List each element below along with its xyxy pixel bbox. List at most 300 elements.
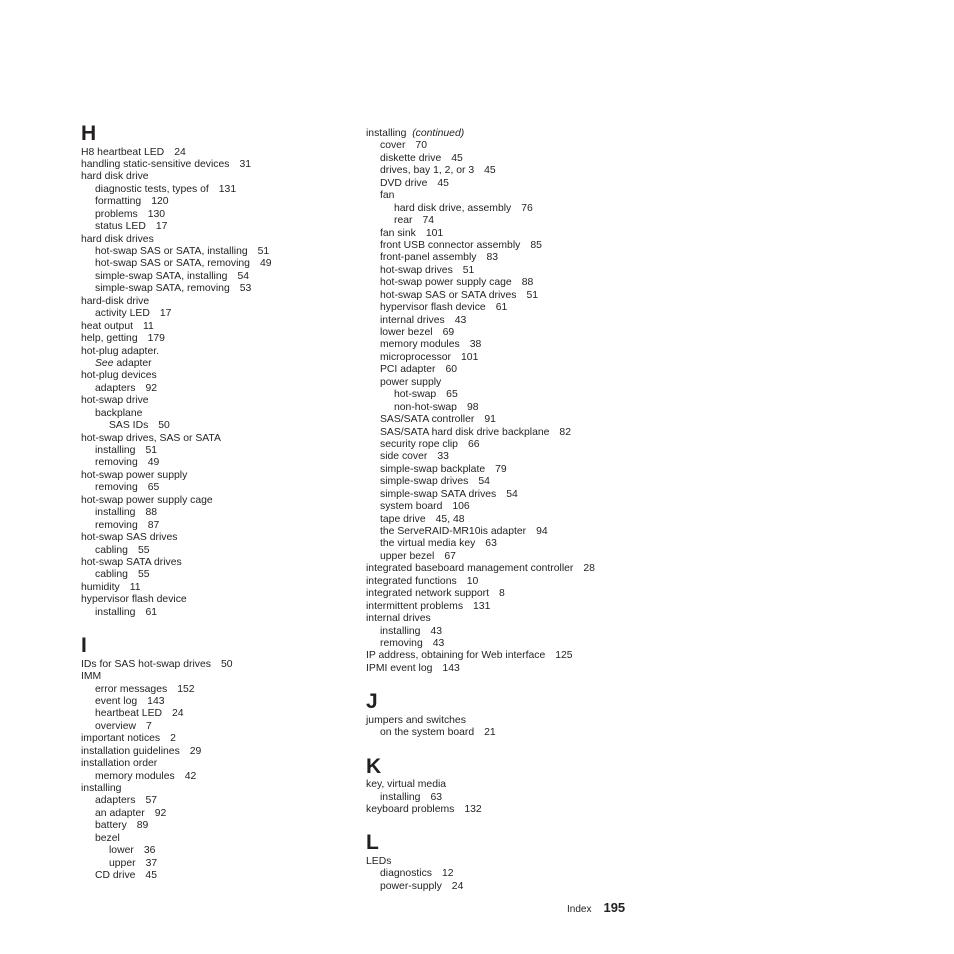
index-entry (81, 271, 361, 283)
index-entry-text: installation order (81, 758, 158, 770)
index-entry-text: event log (95, 695, 138, 707)
index-entry-page: 51 (145, 445, 157, 456)
index-entry (366, 290, 646, 302)
index-entry-text: formatting (95, 196, 142, 208)
index-entry-text: internal drives (366, 613, 431, 625)
index-entry-page: 101 (461, 351, 479, 363)
index-entry (81, 184, 361, 196)
index-entry-text: H8 heartbeat LED (81, 146, 165, 158)
index-entry (366, 215, 646, 227)
index-entry-text: simple-swap backplate (380, 463, 486, 475)
index-entry-text: installing (380, 791, 421, 803)
index-entry-text: hot-swap SAS drives (81, 532, 178, 544)
index-entry-page: 88 (521, 277, 534, 289)
index-entry-page: 24 (451, 880, 464, 892)
index-entry (81, 209, 361, 221)
index-entry (366, 476, 646, 488)
index-entry-text: fan sink (380, 227, 416, 239)
index-entry-text: backplane (95, 407, 143, 419)
index-entry-text: LEDs (366, 855, 392, 867)
index-entry (81, 582, 361, 594)
index-entry (366, 402, 646, 414)
index-entry-page: 12 (441, 868, 454, 880)
index-entry (366, 650, 646, 662)
index-entry-text: the virtual media key (380, 538, 476, 550)
index-entry (366, 389, 646, 401)
index-entry (366, 715, 646, 727)
index-column-left (81, 107, 361, 883)
index-entry (366, 203, 646, 215)
index-entry-text: integrated baseboard management controller (366, 563, 574, 575)
index-entry (81, 333, 361, 345)
index-entry-text: front-panel assembly (380, 252, 477, 264)
index-entry-continued: (continued) (412, 128, 465, 139)
index-entry-text: adapters (95, 382, 136, 394)
index-entry-text: lower bezel (380, 327, 433, 338)
index-entry (81, 420, 361, 432)
index-entry (366, 489, 646, 501)
index-entry-page: 179 (147, 333, 165, 345)
index-entry-text: hot-swap drives, SAS or SATA (81, 432, 221, 444)
index-entry-text: hot-swap power supply cage (81, 494, 213, 506)
index-entry-text: heartbeat LED (95, 708, 163, 720)
index-entry (366, 414, 646, 426)
index-entry-page: 57 (145, 795, 157, 807)
index-entry-page: 17 (155, 221, 168, 233)
index-entry-text: diskette drive (380, 152, 442, 164)
index-entry-page: 45 (145, 870, 157, 882)
index-entry-text: adapters (95, 795, 136, 807)
index-entry-text: IMM (81, 671, 102, 683)
index-entry (366, 228, 646, 240)
page-footer (567, 900, 625, 915)
index-entry (366, 364, 646, 376)
index-entry-text: PCI adapter (380, 364, 436, 376)
index-entry (81, 408, 361, 420)
index-entry-page: 152 (177, 683, 195, 695)
index-letter-heading: J (366, 690, 378, 714)
index-entry-text: integrated network support (366, 588, 490, 600)
index-entry (366, 315, 646, 327)
index-entry-page: 65 (446, 389, 458, 401)
index-entry (366, 501, 646, 513)
index-entry (81, 594, 361, 606)
index-entry-text: handling static-sensitive devices (81, 158, 230, 170)
index-entry (81, 721, 361, 733)
index-entry-page: 37 (145, 857, 158, 869)
index-entry (81, 557, 361, 569)
index-entry-text: installing (366, 128, 407, 139)
index-entry (81, 308, 361, 320)
index-entry-text: memory modules (95, 770, 175, 782)
index-entry-text: hard disk drive (81, 171, 149, 183)
index-entry (366, 856, 646, 868)
index-entry-text: jumpers and switches (366, 714, 466, 726)
index-entry (366, 190, 646, 202)
index-entry-page: 38 (469, 339, 482, 351)
index-entry-text: hard-disk drive (81, 295, 150, 307)
index-entry (81, 783, 361, 795)
index-entry (366, 451, 646, 463)
index-entry (366, 439, 646, 451)
index-entry-page: 131 (473, 600, 491, 612)
index-entry-text: the ServeRAID-MR10is adapter (380, 526, 527, 537)
index-entry-text: IDs for SAS hot-swap drives (81, 658, 211, 670)
index-entry-page: 66 (467, 438, 480, 450)
index-entry-text: keyboard problems (366, 804, 455, 815)
index-entry-text: power supply (380, 376, 442, 388)
index-entry (81, 795, 361, 807)
index-entry-text: activity LED (95, 308, 150, 320)
index-entry-text: installing (380, 625, 421, 637)
index-entry (366, 601, 646, 613)
index-entry-page: 29 (189, 745, 202, 757)
index-entry-text: removing (95, 519, 138, 531)
index-entry-page: 131 (218, 183, 237, 195)
index-entry-page: 70 (415, 140, 427, 152)
index-entry (81, 221, 361, 233)
index-entry-text: SAS/SATA controller (380, 414, 475, 426)
index-entry (81, 696, 361, 708)
index-entry-text: simple-swap SATA, installing (95, 270, 228, 282)
index-entry (81, 507, 361, 519)
index-entry (366, 252, 646, 264)
index-entry-text: upper (109, 857, 136, 869)
index-entry-page: 63 (485, 538, 497, 550)
index-entry-text: on the system board (380, 727, 475, 739)
index-entry (366, 613, 646, 625)
index-entry-page: 11 (143, 320, 154, 332)
index-entry-page: 2 (170, 733, 176, 745)
index-entry (81, 346, 361, 358)
index-entry-page: 87 (147, 519, 160, 531)
index-entry (81, 433, 361, 445)
index-entry-page: 65 (147, 482, 160, 494)
index-entry-text: front USB connector assembly (380, 239, 521, 251)
index-entry-page: 61 (145, 606, 157, 618)
index-entry (81, 684, 361, 696)
index-entry-text: DVD drive (380, 177, 428, 189)
index-entry-text: removing (95, 457, 138, 469)
index-entry (366, 327, 646, 339)
index-entry-text: drives, bay 1, 2, or 3 (380, 165, 475, 177)
index-entry (81, 820, 361, 832)
index-entry (366, 178, 646, 190)
index-entry-page: 98 (466, 401, 479, 413)
index-entry-page: 60 (445, 364, 458, 376)
index-entry (81, 321, 361, 333)
index-entry-page: 101 (425, 227, 444, 239)
index-entry (81, 746, 361, 758)
index-entry-page: 132 (464, 804, 482, 815)
index-entry-page: 50 (158, 420, 170, 432)
index-entry-text: hot-plug devices (81, 370, 157, 382)
index-entry-text: lower (109, 845, 134, 857)
index-entry (366, 339, 646, 351)
index-entry-text: hot-swap SAS or SATA, removing (95, 258, 250, 270)
index-entry-page: 45 (484, 165, 496, 177)
index-entry-text: microprocessor (380, 351, 452, 363)
index-entry-text: SAS/SATA hard disk drive backplane (380, 426, 550, 438)
index-entry (81, 445, 361, 457)
index-entry-page: 125 (555, 650, 573, 662)
index-entry-page: 31 (239, 158, 251, 170)
index-entry-page: 51 (526, 289, 539, 301)
index-entry (366, 563, 646, 575)
index-entry-page: 8 (499, 588, 505, 600)
index-entry (81, 858, 361, 870)
index-entry-page: 55 (137, 569, 150, 581)
index-entry-page: 51 (257, 246, 270, 257)
index-entry-page: 69 (442, 327, 455, 338)
index-entry-text: simple-swap drives (380, 476, 469, 488)
index-entry-page: 79 (495, 463, 507, 475)
index-entry (366, 538, 646, 550)
index-entry (81, 482, 361, 494)
index-entry-page: 45, 48 (435, 513, 465, 525)
index-entry-text: hot-plug adapter. (81, 345, 159, 357)
index-entry (81, 569, 361, 581)
index-entry-text: side cover (380, 451, 428, 463)
index-entry-text: tape drive (380, 513, 426, 525)
index-entry-page: 92 (154, 807, 167, 819)
index-entry-text: adapter (116, 357, 152, 369)
index-entry-text: cabling (95, 569, 128, 581)
index-entry-page: 43 (430, 625, 442, 637)
index-entry-page: 42 (184, 770, 197, 782)
index-entry-text: battery (95, 820, 127, 832)
index-entry-text: installing (95, 507, 136, 519)
index-entry-text: bezel (95, 832, 120, 844)
index-entry (81, 659, 361, 671)
index-entry-page: 54 (506, 488, 518, 500)
index-entry-page: 51 (462, 264, 475, 276)
footer-label: Index (567, 904, 592, 915)
index-entry-text: humidity (81, 581, 120, 593)
index-entry (81, 296, 361, 308)
index-entry (81, 870, 361, 882)
index-entry (81, 258, 361, 270)
index-entry-text: rear (394, 215, 413, 227)
index-entry (81, 520, 361, 532)
index-entry-page: 50 (220, 658, 233, 670)
index-entry-text: power-supply (380, 880, 442, 892)
index-entry-page: 67 (444, 550, 456, 562)
index-letter-heading: H (81, 122, 97, 145)
index-column-right (366, 128, 646, 893)
index-entry-page: 88 (145, 507, 157, 519)
index-entry (81, 147, 361, 159)
index-entry-text: CD drive (95, 870, 136, 882)
index-entry-text: memory modules (380, 339, 460, 351)
index-entry-page: 120 (151, 196, 169, 208)
index-entry-text: status LED (95, 221, 146, 233)
index-entry (81, 196, 361, 208)
index-entry (81, 758, 361, 770)
index-entry-text: key, virtual media (366, 779, 447, 791)
index-entry-page: 85 (530, 239, 542, 251)
index-entry (81, 771, 361, 783)
index-entry-page: 91 (484, 414, 496, 426)
index-entry (366, 588, 646, 600)
index-entry-page: 7 (146, 720, 152, 732)
index-entry-text: hot-swap (394, 389, 437, 401)
index-entry (81, 457, 361, 469)
index-entry (366, 240, 646, 252)
index-entry-page: 55 (137, 544, 150, 556)
index-entry-page: 53 (239, 283, 252, 295)
index-entry-text: simple-swap SATA, removing (95, 283, 230, 295)
index-entry-page: 143 (147, 695, 165, 707)
index-entry (81, 283, 361, 295)
index-entry (366, 626, 646, 638)
index-entry-page: 24 (174, 146, 186, 158)
index-entry (366, 302, 646, 314)
index-entry-text: heat output (81, 320, 133, 332)
index-entry (81, 708, 361, 720)
index-entry-text: hot-swap SATA drives (81, 556, 182, 568)
index-entry-text: hot-swap power supply (81, 469, 188, 481)
index-entry (81, 395, 361, 407)
index-entry-page: 11 (129, 581, 141, 593)
index-entry-page: 74 (422, 215, 435, 227)
index-entry (366, 464, 646, 476)
index-entry-text: cabling (95, 544, 128, 556)
index-entry (366, 792, 646, 804)
index-entry (366, 868, 646, 880)
index-entry-text: non-hot-swap (394, 401, 457, 413)
index-entry-text: simple-swap SATA drives (380, 488, 497, 500)
index-entry-page: 24 (172, 708, 184, 720)
index-entry (81, 383, 361, 395)
index-entry-page: 61 (495, 302, 508, 314)
index-entry-text: diagnostic tests, types of (95, 183, 209, 195)
index-entry-text: removing (380, 637, 423, 649)
index-entry-text: hard disk drives (81, 233, 154, 245)
index-entry-page: 92 (145, 382, 157, 394)
index-entry (366, 881, 646, 893)
index-entry-page: 89 (136, 820, 149, 832)
index-entry-text: installing (81, 783, 122, 794)
index-entry (81, 545, 361, 557)
index-entry (366, 779, 646, 791)
index-entry-text: internal drives (380, 314, 445, 326)
index-entry (366, 165, 646, 177)
index-entry-page: 49 (147, 457, 160, 469)
index-entry-see: See (95, 357, 114, 369)
index-entry-page: 49 (259, 258, 272, 270)
index-entry-text: hypervisor flash device (81, 594, 187, 606)
index-entry-page: 143 (442, 662, 460, 674)
index-entry-page: 33 (437, 451, 449, 463)
index-entry (81, 833, 361, 845)
index-entry-text: hypervisor flash device (380, 302, 486, 314)
index-entry (81, 246, 361, 258)
index-entry (81, 607, 361, 619)
index-entry (366, 727, 646, 739)
index-entry-text: help, getting (81, 333, 138, 345)
index-entry (366, 153, 646, 165)
index-entry (366, 514, 646, 526)
index-entry (366, 526, 646, 538)
index-entry (81, 358, 361, 370)
index-entry-text: hot-swap drive (81, 395, 149, 407)
index-entry-text: hot-swap power supply cage (380, 277, 512, 289)
index-entry-text: hot-swap SAS or SATA, installing (95, 246, 248, 257)
index-entry-text: fan (380, 190, 395, 202)
index-entry (81, 532, 361, 544)
index-entry (366, 804, 646, 816)
index-entry (366, 551, 646, 563)
index-entry-page: 106 (452, 501, 470, 513)
index-entry-text: cover (380, 140, 406, 152)
index-entry-text: SAS IDs (109, 420, 149, 432)
index-entry-page: 54 (237, 270, 249, 282)
index-entry (81, 808, 361, 820)
index-entry-text: important notices (81, 733, 161, 745)
index-entry (366, 377, 646, 389)
index-entry-text: error messages (95, 683, 168, 695)
index-entry-text: security rope clip (380, 438, 458, 450)
index-entry-page: 76 (521, 202, 533, 214)
index-entry (81, 171, 361, 183)
index-entry (366, 638, 646, 650)
index-entry-text: IPMI event log (366, 662, 433, 674)
index-entry-text: system board (380, 501, 443, 513)
index-entry-text: upper bezel (380, 550, 435, 562)
index-entry-text: hot-swap drives (380, 264, 453, 276)
index-entry-page: 130 (147, 208, 166, 220)
index-entry-page: 45 (437, 177, 449, 189)
index-entry-text: integrated functions (366, 575, 457, 587)
index-entry-page: 94 (536, 526, 548, 537)
index-entry-text: IP address, obtaining for Web interface (366, 650, 546, 662)
index-letter-heading: K (366, 754, 382, 778)
index-entry (366, 352, 646, 364)
index-entry-text: installing (95, 445, 136, 456)
index-entry (81, 845, 361, 857)
index-entry-page: 21 (484, 727, 496, 739)
index-entry-page: 10 (466, 575, 479, 587)
index-entry-text: intermittent problems (366, 600, 464, 612)
index-entry (366, 663, 646, 675)
index-entry-text: hot-swap SAS or SATA drives (380, 289, 517, 301)
index-entry-text: problems (95, 208, 138, 220)
index-entry (81, 234, 361, 246)
index-letter-heading: L (366, 831, 379, 855)
index-entry (81, 370, 361, 382)
index-entry-page: 43 (432, 637, 445, 649)
index-entry-page: 28 (583, 563, 595, 575)
index-entry-text: hard disk drive, assembly (394, 202, 512, 214)
index-entry (366, 140, 646, 152)
index-entry (81, 470, 361, 482)
index-entry-page: 45 (451, 152, 463, 164)
index-entry (366, 265, 646, 277)
index-entry-page: 54 (478, 476, 490, 488)
page-number: 195 (603, 900, 626, 915)
index-entry (366, 427, 646, 439)
index-entry (366, 128, 646, 140)
index-entry-page: 36 (143, 845, 156, 857)
index-entry (366, 277, 646, 289)
index-entry-text: removing (95, 482, 138, 494)
index-entry-page: 83 (486, 252, 499, 264)
index-entry-text: an adapter (95, 807, 145, 819)
index-entry-text: overview (95, 720, 136, 732)
index-entry-page: 43 (454, 314, 467, 326)
index-entry-text: installation guidelines (81, 745, 180, 757)
